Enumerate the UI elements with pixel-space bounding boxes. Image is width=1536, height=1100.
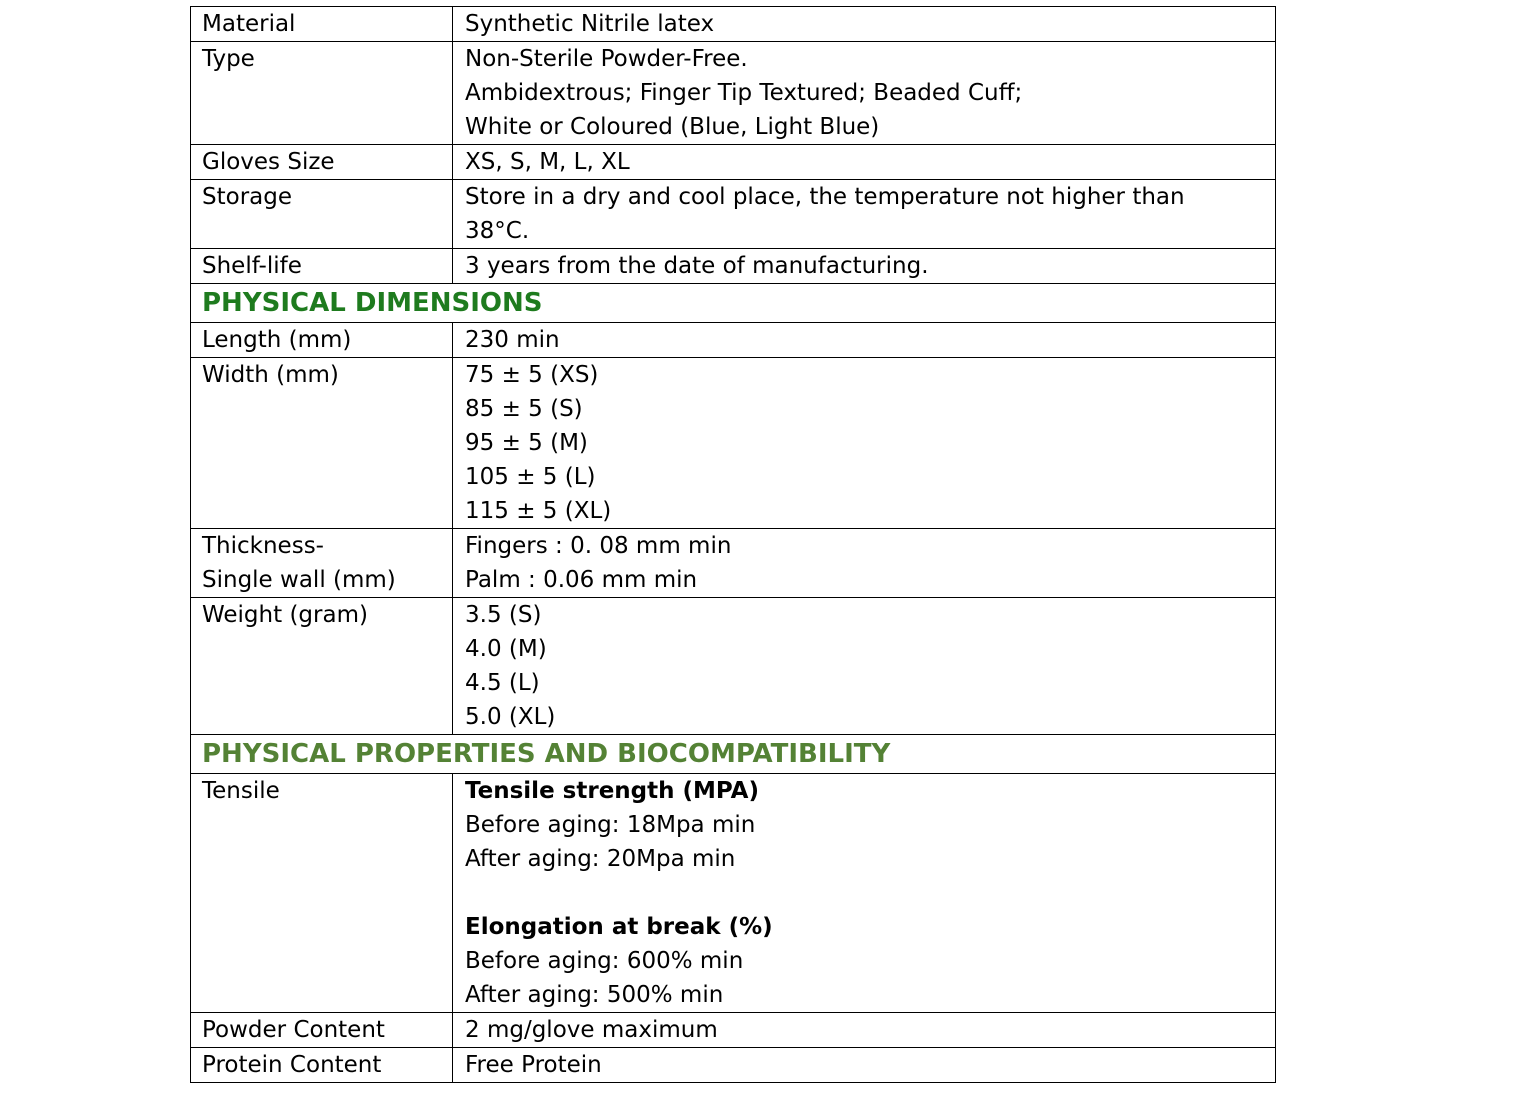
value-line: 85 ± 5 (S) [465,396,583,422]
table-row-material [191,7,1276,42]
row-value [453,249,1276,284]
row-value [453,1013,1276,1048]
section-heading: PHYSICAL DIMENSIONS [191,284,1276,323]
row-value [453,180,1276,249]
value-line: 3.5 (S) [465,602,542,628]
value-line: Store in a dry and cool place, the temperature not higher than [465,184,1185,210]
table-row-width [191,358,1276,529]
elongation-heading: Elongation at break (%) [465,914,773,940]
label-line: Thickness- [202,533,324,559]
value-line: Before aging: 600% min [465,948,744,974]
value-line: 38°C. [465,218,530,244]
value-line: 230 min [465,327,560,353]
table-row-gloves-size [191,145,1276,180]
specification-table [190,6,1276,1083]
value-line: 4.0 (M) [465,636,547,662]
row-label: Weight (gram) [191,598,453,735]
section-row-physical-dimensions [191,284,1276,323]
row-label: Width (mm) [191,358,453,529]
value-line: 3 years from the date of manufacturing. [465,253,929,279]
value-line: 115 ± 5 (XL) [465,498,612,524]
row-label: Type [191,42,453,145]
row-label [191,529,453,598]
value-line: After aging: 500% min [465,982,724,1008]
row-label: Protein Content [191,1048,453,1083]
row-label: Material [191,7,453,42]
value-line: Palm : 0.06 mm min [465,567,698,593]
blank-line [465,876,1267,910]
row-label: Tensile [191,774,453,1013]
row-value [453,1048,1276,1083]
section-heading: PHYSICAL PROPERTIES AND BIOCOMPATIBILITY [191,735,1276,774]
value-line: Fingers : 0. 08 mm min [465,533,732,559]
table-row-shelf-life [191,249,1276,284]
value-line: XS, S, M, L, XL [465,149,630,175]
section-row-physical-properties [191,735,1276,774]
value-line: 4.5 (L) [465,670,540,696]
row-value [453,7,1276,42]
table-row-weight [191,598,1276,735]
value-line: 105 ± 5 (L) [465,464,596,490]
row-label: Length (mm) [191,323,453,358]
table-row-length [191,323,1276,358]
row-value [453,323,1276,358]
row-value [453,145,1276,180]
row-label: Storage [191,180,453,249]
row-value [453,529,1276,598]
value-line: Ambidextrous; Finger Tip Textured; Beaded Cuff; [465,80,1023,106]
row-label: Shelf-life [191,249,453,284]
value-line: 2 mg/glove maximum [465,1017,718,1043]
table-row-protein-content [191,1048,1276,1083]
table-row-powder-content [191,1013,1276,1048]
tensile-strength-heading: Tensile strength (MPA) [465,778,759,804]
row-label: Powder Content [191,1013,453,1048]
value-line: White or Coloured (Blue, Light Blue) [465,114,880,140]
value-line: 95 ± 5 (M) [465,430,588,456]
row-value [453,598,1276,735]
value-line: After aging: 20Mpa min [465,846,736,872]
value-line: Free Protein [465,1052,602,1078]
row-value [453,774,1276,1013]
value-line: Before aging: 18Mpa min [465,812,756,838]
value-line: Non-Sterile Powder-Free. [465,46,748,72]
table-row-type [191,42,1276,145]
table-row-thickness [191,529,1276,598]
label-line: Single wall (mm) [202,567,396,593]
value-line: Synthetic Nitrile latex [465,11,715,37]
row-value [453,42,1276,145]
table-row-tensile [191,774,1276,1013]
table-row-storage [191,180,1276,249]
value-line: 5.0 (XL) [465,704,556,730]
row-label: Gloves Size [191,145,453,180]
value-line: 75 ± 5 (XS) [465,362,599,388]
row-value [453,358,1276,529]
